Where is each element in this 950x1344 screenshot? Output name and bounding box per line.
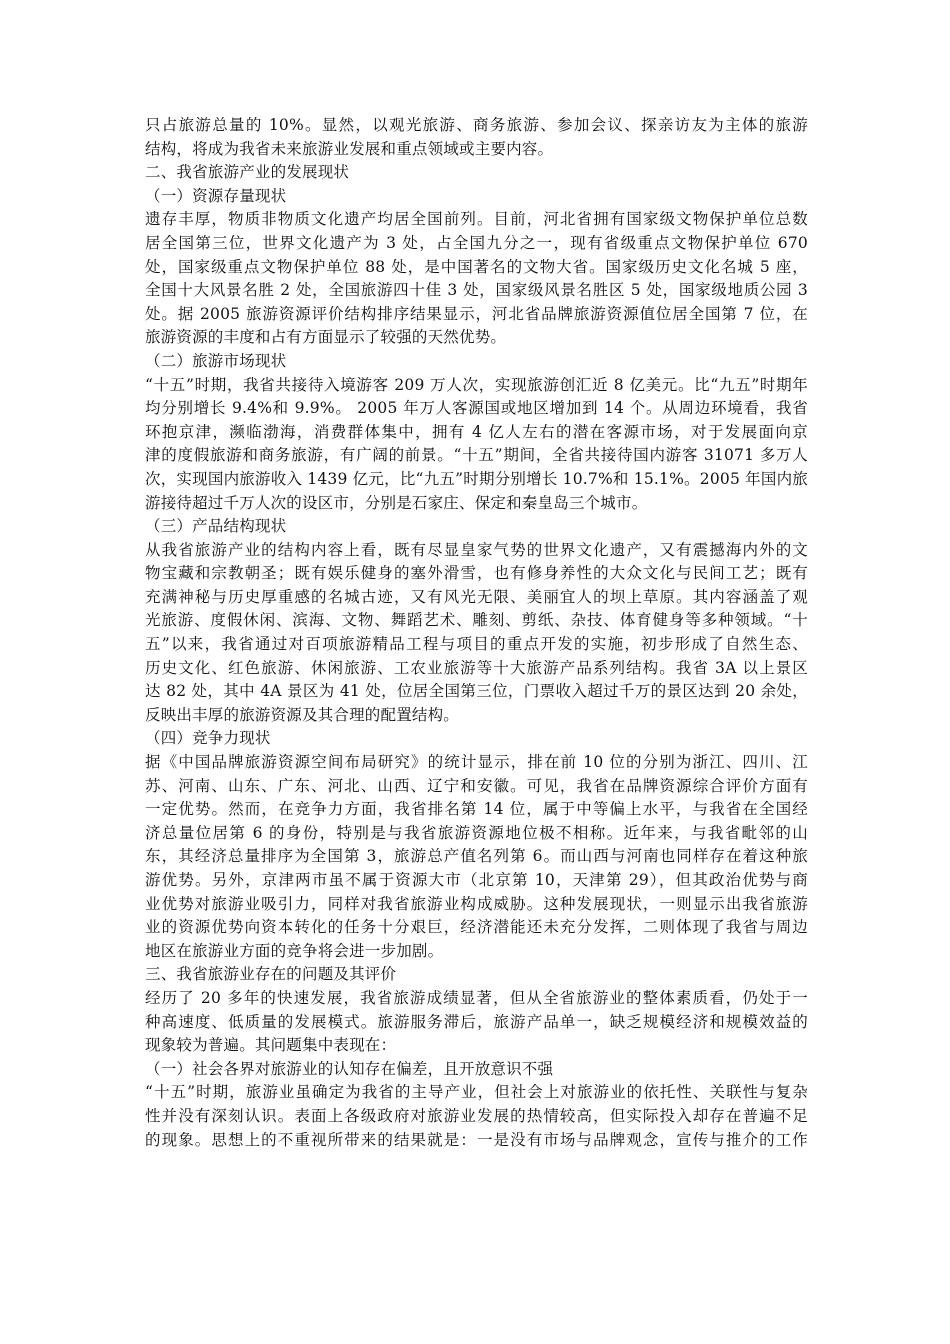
text-line: 处，国家级重点文物保护单位 88 处，是中国著名的文物大省。国家级历史文化名城 5 座， [145, 257, 808, 276]
text-line: 物宝藏和宗教朝圣；既有娱乐健身的塞外滑雪，也有修身养性的大众文化与民间工艺；既有 [145, 564, 808, 583]
text-line: 据《中国品牌旅游资源空间布局研究》的统计显示，排在前 10 位的分别为浙江、四川、江 [145, 753, 808, 772]
text-line: 游优势。另外，京津两市虽不属于资源大市（北京第 10，天津第 29），但其政治优势与商 [145, 871, 808, 889]
text-line: （三）产品结构现状 [145, 517, 287, 536]
text-line: 次，实现国内旅游收入 1439 亿元，比“九五”时期分别增长 10.7%和 15.1%。2005 年国内旅 [145, 469, 808, 488]
text-line: 二、我省旅游产业的发展现状 [145, 163, 350, 182]
text-line: 津的度假旅游和商务旅游，有广阔的前景。“十五”期间，全省共接待国内游客 31071 多万人 [145, 446, 808, 465]
text-line: 只占旅游总量的 10%。显然，以观光旅游、商务旅游、参加会议、探亲访友为主体的旅游 [145, 116, 808, 134]
text-line: 处。据 2005 旅游资源评价结构排序结果显示，河北省品牌旅游资源值位居全国第 7 位，在 [145, 304, 808, 323]
text-line: 地区在旅游业方面的竞争将会进一步加剧。 [145, 941, 444, 960]
text-line: 全国十大风景名胜 2 处，全国旅游四十佳 3 处，国家级风景名胜区 5 处，国家级地质公园 3 [145, 281, 808, 300]
text-line: 经历了 20 多年的快速发展，我省旅游成绩显著，但从全省旅游业的整体素质看，仍处于一 [145, 988, 808, 1007]
text-line: 居全国第三位，世界文化遗产为 3 处，占全国九分之一，现有省级重点文物保护单位 670 [145, 233, 808, 252]
text-line: 一定优势。然而，在竞争力方面，我省排名第 14 位，属于中等偏上水平，与我省在全国经 [145, 800, 808, 819]
text-line: （四）竞争力现状 [145, 729, 271, 748]
text-line: 反映出丰厚的旅游资源及其合理的配置结构。 [145, 705, 460, 724]
text-line: 五”以来，我省通过对百项旅游精品工程与项目的重点开发的实施，初步形成了自然生态、 [145, 635, 808, 654]
text-line: 现象较为普遍。其问题集中表现在： [145, 1036, 397, 1055]
text-line: 光旅游、度假休闲、滨海、文物、舞蹈艺术、雕刻、剪纸、杂技、体育健身等多种领域。“十 [145, 611, 808, 630]
text-line: 性并没有深刻认识。表面上各级政府对旅游业发展的热情较高，但实际投入却存在普遍不足 [145, 1106, 808, 1125]
text-line: （二）旅游市场现状 [145, 351, 287, 370]
text-line: 业的资源优势向资本转化的任务十分艰巨，经济潜能还未充分发挥，二则体现了我省与周边 [145, 918, 808, 937]
text-line: 济总量位居第 6 的身份，特别是与我省旅游资源地位极不相称。近年来，与我省毗邻的山 [145, 823, 808, 842]
text-line: 均分别增长 9.4%和 9.9%。 2005 年万人客源国或地区增加到 14 个。从周边环境看，我省 [145, 399, 808, 418]
text-line: “十五”时期，旅游业虽确定为我省的主导产业，但社会上对旅游业的依托性、关联性与复杂 [145, 1083, 808, 1102]
text-line: 结构，将成为我省未来旅游业发展和重点领域或主要内容。 [145, 139, 554, 158]
text-line: （一）资源存量现状 [145, 186, 287, 205]
text-line: 游接待超过千万人次的设区市，分别是石家庄、保定和秦皇岛三个城市。 [145, 493, 648, 512]
text-line: 历史文化、红色旅游、休闲旅游、工农业旅游等十大旅游产品系列结构。我省 3A 以上景区 [145, 658, 808, 677]
document-body [145, 114, 808, 1152]
text-line: 旅游资源的丰度和占有方面显示了较强的天然优势。 [145, 328, 507, 347]
text-line: 从我省旅游产业的结构内容上看，既有尽显皇家气势的世界文化遗产，又有震撼海内外的文 [145, 540, 808, 559]
text-line: 苏、河南、山东、广东、河北、山西、辽宁和安徽。可见，我省在品牌资源综合评价方面有 [145, 776, 808, 795]
text-line: 东，其经济总量排序为全国第 3，旅游总产值名列第 6。而山西与河南也同样存在着这种旅 [145, 847, 808, 866]
text-line: 达 82 处，其中 4A 景区为 41 处，位居全国第三位，门票收入超过千万的景区达到 20 余处， [145, 682, 808, 701]
text-line: 三、我省旅游业存在的问题及其评价 [145, 965, 397, 984]
text-line: 充满神秘与历史厚重感的名城古迹，又有风光无限、美丽宜人的坝上草原。其内容涵盖了观 [145, 587, 808, 606]
text-line: （一）社会各界对旅游业的认知存在偏差，且开放意识不强 [145, 1059, 554, 1078]
text-line: 的现象。思想上的不重视所带来的结果就是：一是没有市场与品牌观念，宣传与推介的工作 [145, 1130, 808, 1149]
text-line: 环抱京津，濒临渤海，消费群体集中，拥有 4 亿人左右的潜在客源市场，对于发展面向京 [145, 422, 808, 441]
text-line: “十五”时期，我省共接待入境游客 209 万人次，实现旅游创汇近 8 亿美元。比“九五”时期年 [145, 375, 808, 394]
text-line: 种高速度、低质量的发展模式。旅游服务滞后，旅游产品单一，缺乏规模经济和规模效益的 [145, 1012, 808, 1031]
text-line: 业优势对旅游业吸引力，同样对我省旅游业构成威胁。这种发展现状，一则显示出我省旅游 [145, 894, 808, 913]
text-line: 遗存丰厚，物质非物质文化遗产均居全国前列。目前，河北省拥有国家级文物保护单位总数 [145, 210, 808, 229]
